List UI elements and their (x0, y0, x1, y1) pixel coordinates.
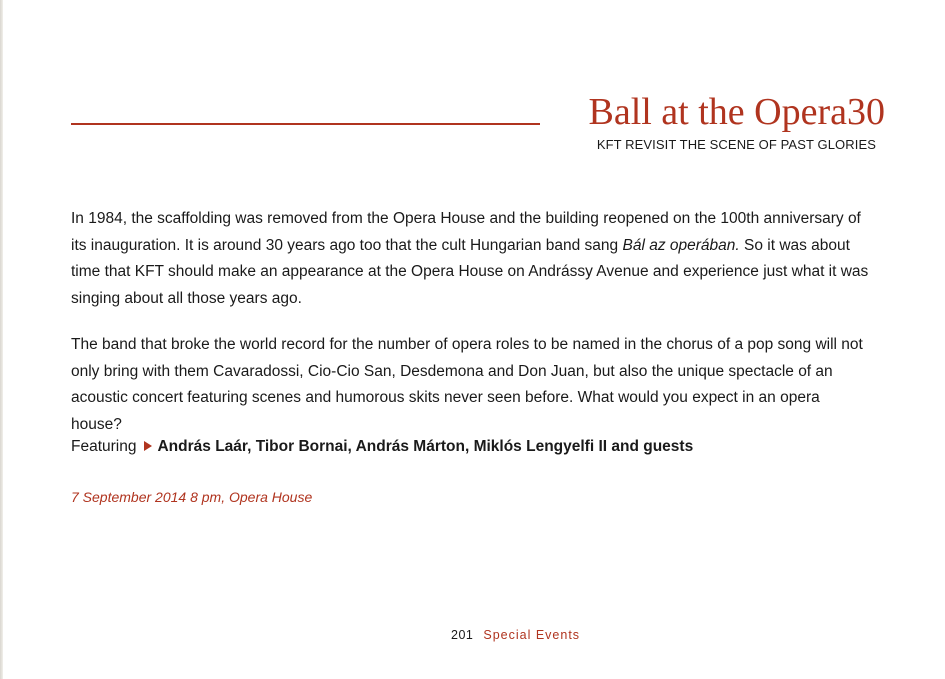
song-title: Bál az operában. (622, 236, 740, 254)
paragraph-1-text-end: So it was about time that KFT should make an appearance at the Opera House on Andrássy Avenue and experience just what it was singing about all those years ago. (71, 236, 869, 307)
performers-list: András Laár, Tibor Bornai, András Márton, Miklós Lengyelfi II and guests (157, 438, 694, 455)
title-rule (71, 123, 540, 125)
event-date-venue: 7 September 2014 8 pm, Opera House (71, 489, 313, 505)
page-number: 201 (451, 628, 474, 642)
page-subtitle: KFT REVISIT THE SCENE OF PAST GLORIES (596, 137, 876, 152)
page-footer (451, 626, 580, 644)
section-name: Special Events (483, 628, 581, 642)
page-edge (0, 0, 3, 679)
arrow-right-icon (144, 441, 152, 451)
featuring-line (71, 434, 693, 460)
paragraph-1 (71, 206, 871, 312)
featuring-label: Featuring (71, 438, 137, 455)
paragraph-2: The band that broke the world record for the number of opera roles to be named in the chorus of a pop song will not only bring with them Cavaradossi, Cio-Cio San, Desdemona and Don Juan, but also the unique spectacle of an acoustic concert featuring scenes and humorous skits never seen before. What would you expect in an opera house? (71, 336, 863, 433)
article-body (71, 206, 871, 438)
page-title: Ball at the Opera30 (588, 91, 885, 133)
paragraph-1-text-start: In 1984, the scaffolding was removed from the Opera House and the building reopened on the 100th anniversary of its inauguration. It is around 30 years ago too that the cult Hungarian band sang (71, 210, 861, 254)
